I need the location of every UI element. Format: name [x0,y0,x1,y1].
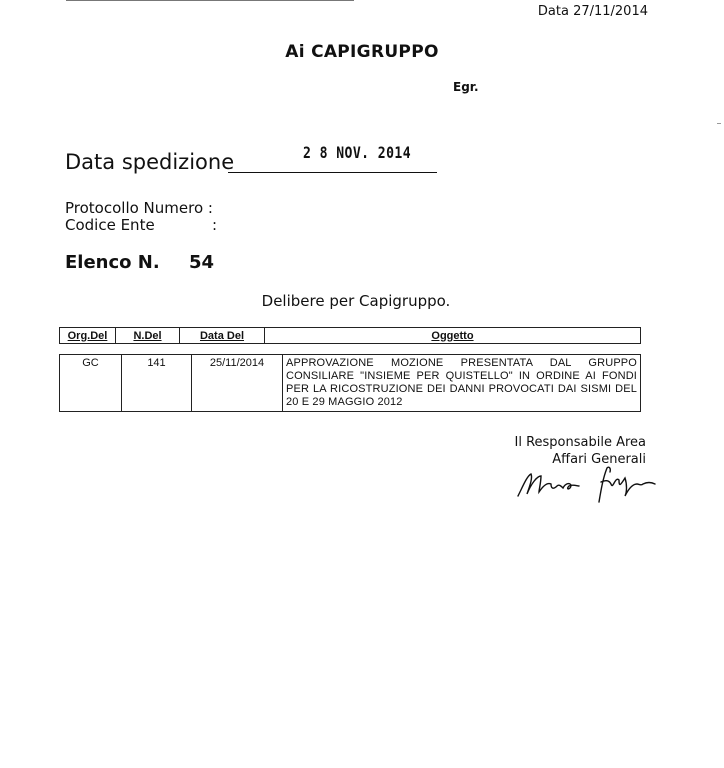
table-header [59,327,641,344]
list-label: Elenco N. [65,252,160,273]
scan-speck [717,123,721,124]
signatory-department: Affari Generali [552,452,646,467]
top-rule [66,0,354,1]
document-date: Data 27/11/2014 [537,4,648,19]
column-header-num: N.Del [116,328,180,344]
entity-code-label: Codice Ente [65,216,155,234]
recipient-title: Ai CAPIGRUPPO [285,42,439,62]
handwritten-signature [515,462,665,507]
table-row [60,355,641,412]
protocol-number-label: Protocollo Numero : [65,199,213,217]
list-number: 54 [189,252,215,273]
entity-code-colon: : [212,216,218,234]
cell-date: 25/11/2014 [192,355,283,412]
cell-org: GC [60,355,122,412]
subtitle: Delibere per Capigruppo. [261,292,451,310]
recipient-salutation: Egr. [453,80,479,94]
signatory-title: Il Responsabile Area [514,435,646,450]
column-header-org: Org.Del [60,328,116,344]
shipping-date-line [228,172,437,173]
shipping-date-label: Data spedizione [65,150,235,174]
shipping-date-stamp: 2 8 NOV. 2014 [303,143,412,162]
deliberations-table [59,354,641,412]
column-header-subject: Oggetto [265,328,641,344]
cell-num: 141 [122,355,192,412]
column-header-date: Data Del [180,328,265,344]
cell-subject: APPROVAZIONE MOZIONE PRESENTATA DAL GRUPPO CONSILIARE "INSIEME PER QUISTELLO" IN ORDINE AI FONDI PER LA RICOSTRUZIONE DEI DANNI PROVOCATI DAI SISMI DEL 20 E 29 MAGGIO 2012 [283,355,641,412]
